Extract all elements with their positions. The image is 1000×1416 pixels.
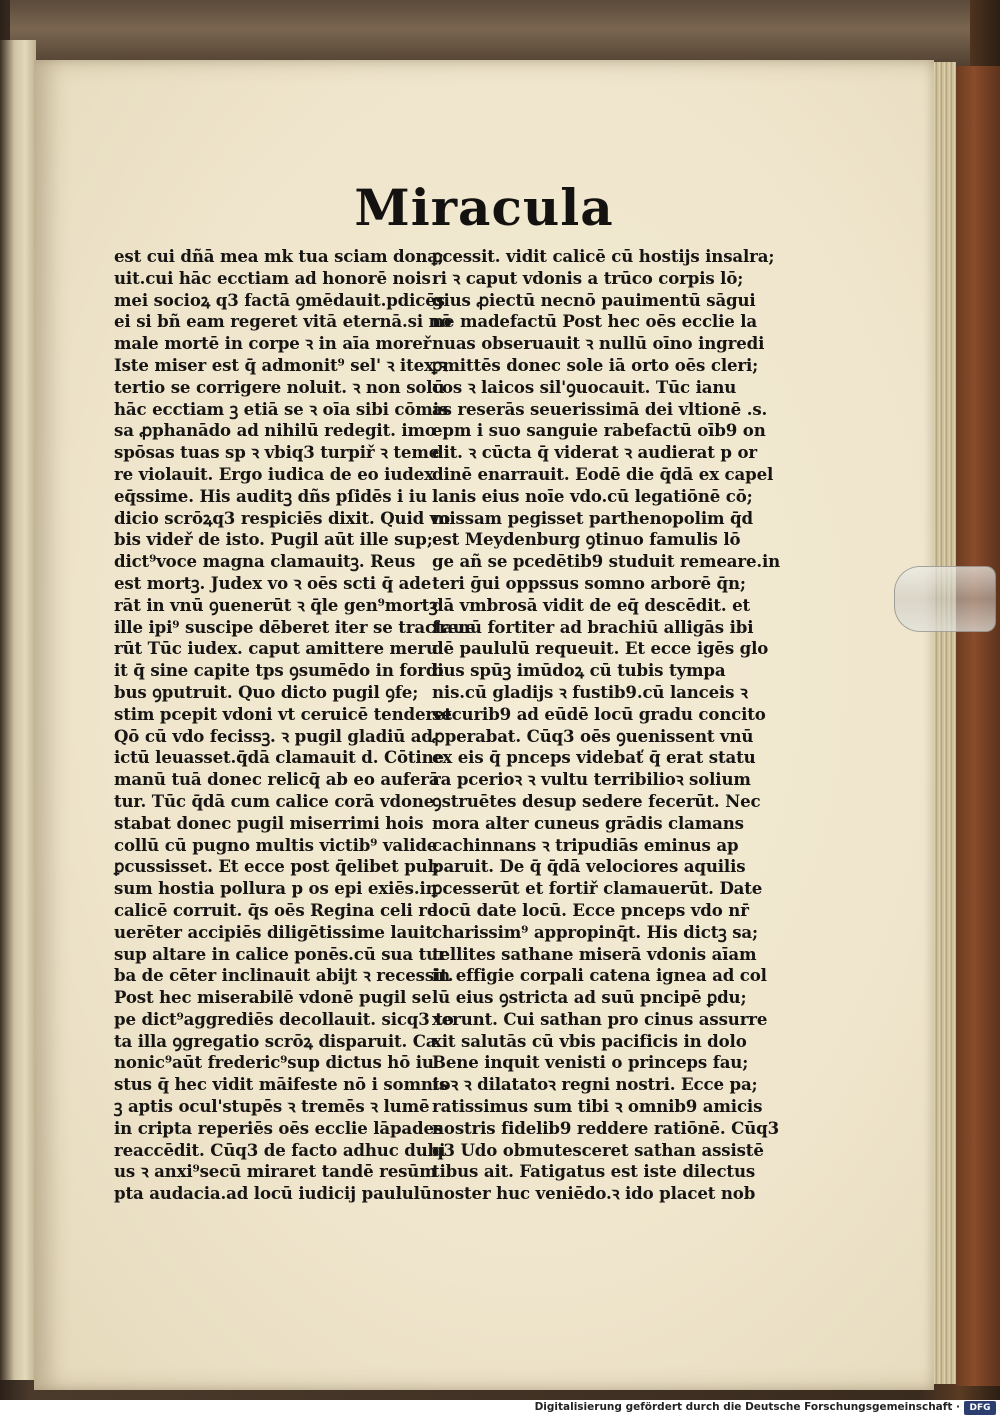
text-line: missam pegisset parthenopolim q̄d xyxy=(432,507,753,528)
text-line: pta audacia.ad locū iudicij paululū xyxy=(114,1183,432,1204)
text-line: us ꝛ anxi⁹secū miraret tandē resūm xyxy=(114,1161,437,1182)
text-line: locū date locū. Ecce pnceps vdo nr̄ xyxy=(432,899,749,920)
text-line: ille ipi⁹ suscipe dēberet iter se tractaue xyxy=(114,616,476,637)
text-line: ictū leuasset.q̄dā clamauit d. Cōtine xyxy=(114,747,444,768)
text-line: dē paululū requeuit. Et ecce igēs glo xyxy=(432,638,769,659)
text-line: rūt Tūc iudex. caput amittere meru xyxy=(114,638,438,659)
text-line: tellites sathane miserā vdonis aīam xyxy=(432,943,757,964)
text-line: mei socioꝝ q3 factā ꝯmēdauit.pdicēs xyxy=(114,289,445,310)
text-line: est cui dñā mea mk tua sciam dona; xyxy=(114,246,444,266)
text-line: xerunt. Cui sathan pro cinus assurre xyxy=(432,1008,768,1029)
text-line: sup altare in calice ponēs.cū sua tur xyxy=(114,943,447,964)
text-line: bus spūꝫ imūdoꝝ cū tubis tympa xyxy=(432,660,726,681)
text-line: dicio scrōꝝq3 respiciēs dixit. Quid vo xyxy=(114,507,451,528)
text-line: q3 Udo obmutesceret sathan assistē xyxy=(432,1139,764,1160)
text-line: ratissimus sum tibi ꝛ omnib9 amicis xyxy=(432,1096,763,1117)
text-line: calicē corruit. q̄s oēs Regina celi re xyxy=(114,899,438,920)
text-line: bus ꝯputruit. Quo dicto pugil ꝯfe; xyxy=(114,681,419,702)
text-line: toꝛ ꝛ dilatatoꝛ regni nostri. Ecce pa; xyxy=(432,1074,758,1095)
text-line: Post hec miserabilē vdonē pugil se xyxy=(114,987,432,1008)
footer-bar xyxy=(0,1400,1000,1416)
text-line: noster huc veniēdo.ꝛ ido placet nob xyxy=(432,1183,756,1204)
facing-page-edge xyxy=(0,40,36,1380)
text-line: sum hostia pollura p os epi exiēs.in xyxy=(114,878,438,899)
text-line: spōsas tuas sp ꝛ vbiq3 turpiř ꝛ teme xyxy=(114,442,440,463)
text-line: ꝑcessit. vidit calicē cū hostijs insalra; xyxy=(432,246,775,266)
text-line: nis.cū gladijs ꝛ fustib9.cū lanceis ꝛ xyxy=(432,681,748,702)
text-line: ra pcerioꝛ ꝛ vultu terribilioꝛ solium xyxy=(432,769,751,790)
text-line: ꝫ aptis ocul'stupēs ꝛ tremēs ꝛ lumē xyxy=(114,1096,430,1117)
text-line: as reserās seuerissimā dei vltionē .s. xyxy=(432,398,768,419)
text-line: nostris fidelib9 reddere ratiōnē. Cūq3 xyxy=(432,1117,780,1138)
text-line: dit. ꝛ cūcta q̄ viderat ꝛ audierat p or xyxy=(432,442,758,463)
text-column-left xyxy=(114,246,476,1205)
text-line: frenū fortiter ad brachiū alligās ibi xyxy=(432,616,754,637)
text-line: lanis eius noīe vdo.cū legatiōnē cō; xyxy=(432,485,753,506)
text-line: ꝑcesserūt et fortiř clamauerūt. Date xyxy=(432,878,763,899)
text-line: hāc ecctiam ꝫ etiā se ꝛ oīa sibi cōmis xyxy=(114,398,449,419)
text-line: xit salutās cū vbis pacificis in dolo xyxy=(432,1030,747,1051)
text-line: stim pcepit vdoni vt ceruicē tenderet xyxy=(114,703,452,724)
text-line: ba de cēter inclinauit abijt ꝛ recessit. xyxy=(114,965,454,986)
text-line: paruit. De q̄ q̄dā velociores aquilis xyxy=(432,856,746,877)
text-line: tur. Tūc q̄dā cum calice corā vdone xyxy=(114,790,435,811)
text-line: mora alter cuneus grādis clamans xyxy=(432,812,744,833)
text-line: cos ꝛ laicos sil'ꝯuocauit. Tūc ianu xyxy=(432,376,737,397)
text-line: ne madefactū Post hec oēs ecclie la xyxy=(432,311,758,332)
text-line: nonic⁹aūt frederic⁹sup dictus hō iu xyxy=(114,1052,434,1073)
text-line: nuas obseruauit ꝛ nullū oīno ingredi xyxy=(432,333,765,354)
text-line: uit.cui hāc ecctiam ad honorē nois xyxy=(114,267,431,288)
dfg-logo: DFG xyxy=(964,1401,996,1415)
text-line: Qō cū vdo fecissꝫ. ꝛ pugil gladiū ad xyxy=(114,725,433,746)
binding-right-edge xyxy=(956,66,1000,1386)
text-line: re violauit. Ergo iudica de eo iudex xyxy=(114,463,434,484)
text-line: in effigie corpali catena ignea ad col xyxy=(432,965,767,986)
text-line: epm i suo sanguie rabefactū oīb9 on xyxy=(432,420,766,441)
text-line: male mortē in corpe ꝛ in aīa moreř xyxy=(114,333,432,354)
text-line: stabat donec pugil miserrimi hois xyxy=(114,812,424,833)
text-line: lū eius ꝯstricta ad suū pncipē ꝑdu; xyxy=(432,987,747,1008)
text-line: rāt in vnū ꝯuenerūt ꝛ q̄le gen⁹mortꝫ xyxy=(114,594,438,615)
text-line: manū tuā donec relicq̄ ab eo auferā xyxy=(114,769,440,790)
text-line: Bene inquit venisti o princeps fau; xyxy=(432,1052,749,1073)
text-line: reaccēdit. Cūq3 de facto adhuc dubi xyxy=(114,1139,446,1160)
text-line: ri ꝛ caput vdonis a trūco corpis lō; xyxy=(432,267,744,288)
text-line: teri ḡui oppssus somno arborē q̄n; xyxy=(432,572,746,593)
text-line: dinē enarrauit. Eodē die q̄dā ex capel xyxy=(432,463,774,484)
text-line: uerēter accipiēs diligētissime lauit xyxy=(114,921,433,942)
text-line: ei si bñ eam regeret vitā eternā.si nō xyxy=(114,311,452,332)
text-line: Iste miser est q̄ admonit⁹ sel' ꝛ itex ꝛ xyxy=(114,354,448,375)
text-line: ꝑmittēs donec sole iā orto oēs cleri; xyxy=(432,354,759,375)
text-line: stus q̄ hec vidit māifeste nō i somnis xyxy=(114,1074,449,1095)
funding-credit: Digitalisierung gefördert durch die Deutsche Forschungsgemeinschaft · xyxy=(534,1401,960,1413)
text-line: est Meydenburg ꝯtinuo famulis lō xyxy=(432,529,741,550)
text-line: ex eis q̄ pnceps videbať q̄ erat statu xyxy=(432,747,756,768)
text-line: gius ꝓiectū necnō pauimentū sāgui xyxy=(432,289,756,310)
text-line: ge añ se pcedētib9 studuit remeare.in xyxy=(432,551,781,572)
text-line: in cripta reperiēs oēs ecclie lāpades xyxy=(114,1117,444,1138)
text-line: pe dict⁹aggrediēs decollauit. sicq3 to xyxy=(114,1008,454,1029)
page-clip xyxy=(894,566,996,632)
text-line: dā vmbrosā vidit de eq̄ descēdit. et xyxy=(432,594,751,615)
running-title: Miracula xyxy=(354,178,614,237)
text-line: it q̄ sine capite tps ꝯsumēdo in fordi xyxy=(114,660,444,681)
text-line: bis videř de isto. Pugil aūt ille sup; xyxy=(114,529,433,550)
book-page xyxy=(34,60,934,1390)
text-line: ta illa ꝯgregatio scrōꝝ disparuit. Ca xyxy=(114,1030,437,1051)
text-line: ꝯstruētes desup sedere fecerūt. Nec xyxy=(432,790,761,811)
text-line: sa ꝓphanādo ad nihilū redegit. imo xyxy=(114,420,436,441)
text-line: ꝓperabat. Cūq3 oēs ꝯuenissent vnū xyxy=(432,725,754,746)
text-line: ꝑcussisset. Et ecce post q̄elibet pul; xyxy=(114,856,440,877)
text-line: charissim⁹ appropinq̄t. His dictꝫ sa; xyxy=(432,921,758,942)
text-line: securib9 ad eūdē locū gradu concito xyxy=(432,703,766,724)
text-line: tertio se corrigere noluit. ꝛ non solū xyxy=(114,376,445,397)
text-line: est mortꝫ. Judex vo ꝛ oēs scti q̄ ade xyxy=(114,572,432,593)
text-line: cachinnans ꝛ tripudiās eminus ap xyxy=(432,834,739,855)
text-line: dict⁹voce magna clamauitꝫ. Reus xyxy=(114,551,416,572)
text-line: collū cū pugno multis victib⁹ valide xyxy=(114,834,438,855)
text-column-right xyxy=(432,246,781,1205)
text-line: tibus ait. Fatigatus est iste dilectus xyxy=(432,1161,756,1182)
text-line: eq̄ssime. His auditꝫ dñs pſidēs i iu xyxy=(114,485,427,506)
